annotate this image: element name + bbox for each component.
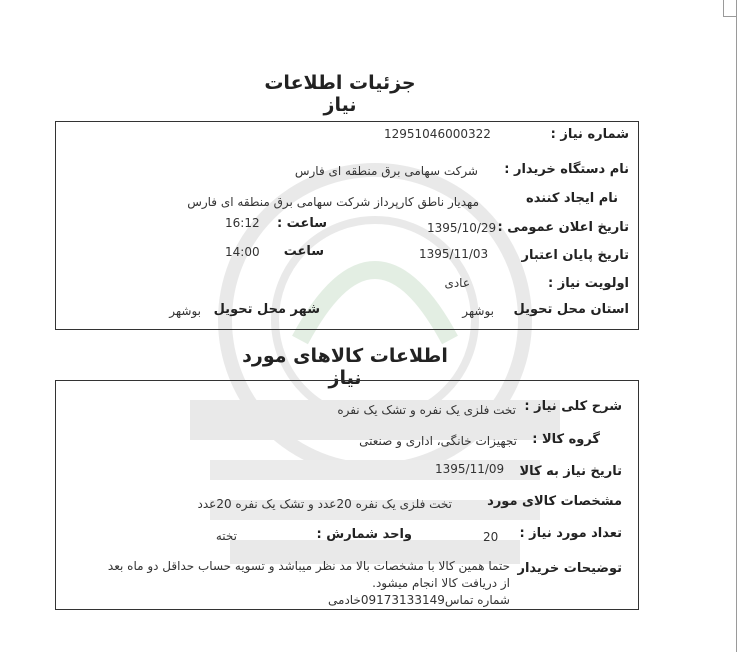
need-date-value: 1395/11/09 (435, 462, 505, 476)
delivery-city-value: بوشهر (169, 304, 201, 318)
buyer-notes-line-1: حتما همین کالا با مشخصات بالا مد نظر میباشد و تسویه حساب حداقل دو ماه بعد (107, 559, 510, 573)
goods-group-label: گروه کالا : (532, 432, 600, 447)
delivery-province-label: استان محل تحویل (513, 302, 629, 317)
deadline-date-value: 1395/11/03 (419, 247, 489, 261)
buyer-label: نام دستگاه خریدار : (504, 162, 629, 177)
delivery-city-label: شهر محل تحویل (213, 302, 320, 317)
deadline-time-value: 14:00 (225, 245, 260, 259)
unit-label: واحد شمارش : (316, 527, 412, 542)
buyer-value: شرکت سهامی برق منطقه ای فارس (294, 164, 478, 178)
goods-spec-value: تخت فلزی یک نفره 20عدد و تشک یک نفره 20عدد (197, 497, 452, 511)
delivery-province-value: بوشهر (462, 304, 494, 318)
buyer-notes-value (70, 558, 510, 609)
announce-date-label: تاریخ اعلان عمومی : (497, 220, 629, 235)
goods-spec-label: مشخصات کالای مورد (487, 494, 622, 509)
creator-value: مهدیار ناطق کارپرداز شرکت سهامی برق منطقه ای فارس (187, 195, 479, 209)
buyer-notes-line-2: از دریافت کالا انجام میشود. (372, 576, 510, 590)
deadline-date-label: تاریخ پایان اعتبار (521, 248, 629, 263)
priority-label: اولویت نیاز : (547, 276, 629, 291)
priority-value: عادی (444, 276, 470, 290)
summary-value: تخت فلزی یک نفره و تشک یک نفره (337, 403, 516, 417)
buyer-notes-line-3: شماره تماس09173133149خادمی (328, 593, 510, 607)
summary-label: شرح کلی نیاز : (524, 399, 622, 414)
announce-time-value: 16:12 (225, 216, 260, 230)
need-number-label: شماره نیاز : (550, 127, 629, 142)
quantity-label: تعداد مورد نیاز : (519, 526, 622, 541)
goods-group-value: تجهیزات خانگی، اداری و صنعتی (359, 434, 517, 448)
deadline-time-label: ساعت (283, 244, 324, 259)
frame-line-top (723, 16, 736, 17)
need-number-value: 12951046000322 (384, 127, 491, 141)
frame-line-right-outer (736, 0, 737, 652)
announce-time-label: ساعت : (276, 216, 327, 231)
creator-label: نام ایجاد کننده (526, 191, 618, 206)
frame-line-right-inner (723, 0, 724, 16)
need-date-label: تاریخ نیاز به کالا (519, 464, 622, 479)
quantity-value: 20 (483, 530, 499, 544)
announce-date-value: 1395/10/29 (427, 221, 497, 235)
unit-value: تخته (215, 529, 237, 543)
section-title-need-details: جزئیات اطلاعات نیاز (264, 72, 416, 116)
buyer-notes-label: توضیحات خریدار (517, 561, 622, 576)
section-title-goods: اطلاعات کالاهای مورد نیاز (242, 345, 448, 389)
